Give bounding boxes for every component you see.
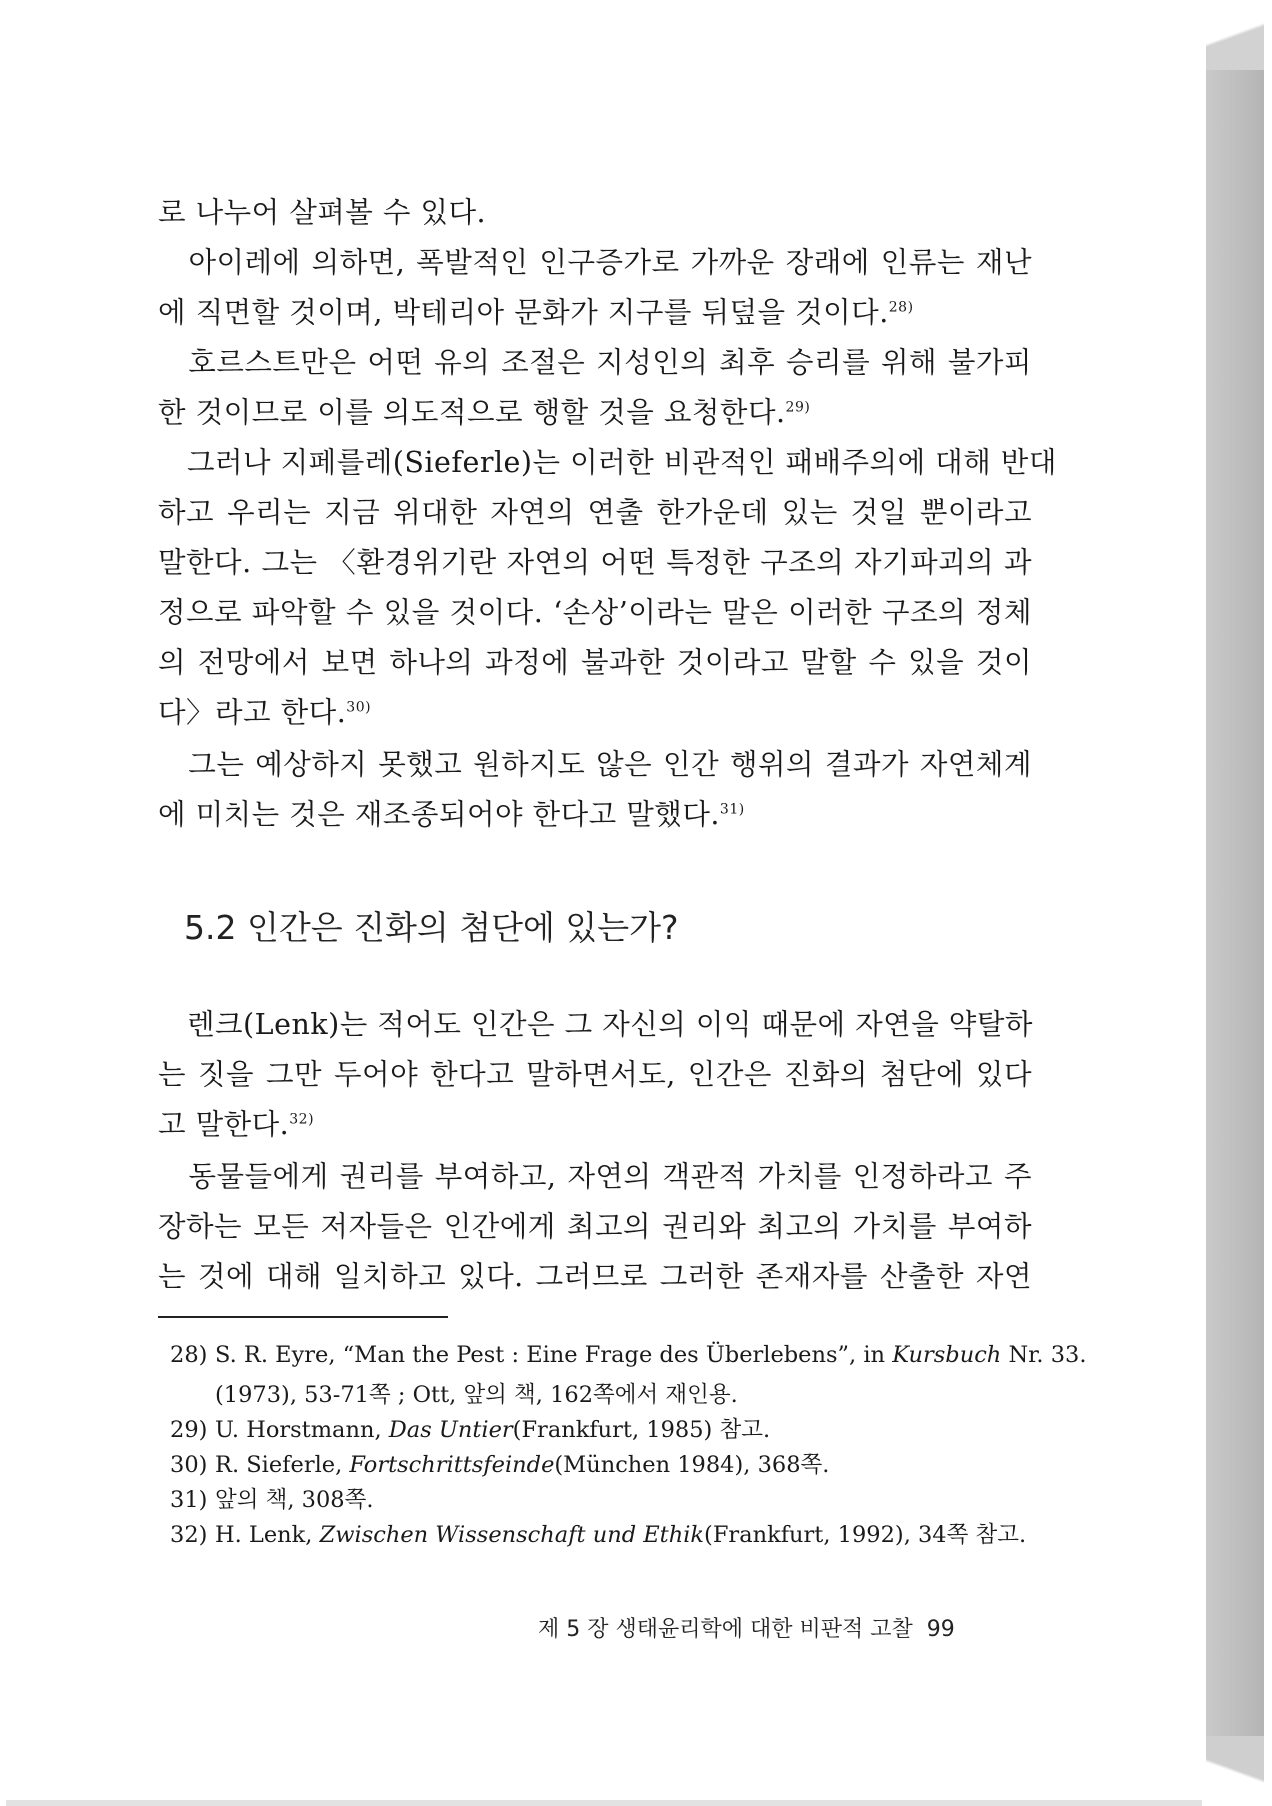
body-line: 정으로 파악할 수 있을 것이다. ‘손상’이라는 말은 이러한 구조의 정체: [158, 596, 1032, 629]
footnote-rule: [158, 1316, 448, 1318]
body-line: 그러나 지페를레(Sieferle)는 이러한 비관적인 패배주의에 대해 반대: [158, 446, 1057, 479]
body-line: 다〉라고 한다.$^{30)}$: [158, 696, 372, 729]
body-line: 고 말한다.$^{32)}$: [158, 1108, 315, 1141]
body-line: 아이레에 의하면, 폭발적인 인구증가로 가까운 장래에 인류는 재난: [158, 246, 1032, 279]
body-line: 렌크(Lenk)는 적어도 인간은 그 자신의 이익 때문에 자연을 약탈하: [158, 1008, 1033, 1041]
book-page-edge-top: [1206, 0, 1264, 70]
body-line: 그는 예상하지 못했고 원하지도 않은 인간 행위의 결과가 자연체계: [158, 748, 1032, 781]
body-line: 에 직면할 것이며, 박테리아 문화가 지구를 뒤덮을 것이다.$^{28)}$: [158, 296, 914, 329]
body-line: 는 것에 대해 일치하고 있다. 그러므로 그러한 존재자를 산출한 자연: [158, 1260, 1032, 1293]
body-line: 는 짓을 그만 두어야 한다고 말하면서도, 인간은 진화의 첨단에 있다: [158, 1058, 1032, 1091]
footnote-ref: 30): [346, 699, 372, 716]
chapter-title: 제 5 장 생태윤리학에 대한 비판적 고찰: [538, 1617, 913, 1642]
body-line: 의 전망에서 보면 하나의 과정에 불과한 것이라고 말할 수 있을 것이: [158, 646, 1032, 679]
footnote-ref: 29): [785, 399, 811, 416]
footnote-ref: 28): [888, 299, 914, 316]
footnote-30: 30) R. Sieferle, Fortschrittsfeinde(München 1984), 368쪽.: [170, 1452, 830, 1478]
body-line: 로 나누어 살펴볼 수 있다.: [158, 196, 487, 229]
footnote-ref: 32): [289, 1111, 315, 1128]
footnote-28: 28) S. R. Eyre, “Man the Pest : Eine Frage des Überlebens”, in Kursbuch Nr. 33.: [170, 1342, 1087, 1368]
body-line: 한 것이므로 이를 의도적으로 행할 것을 요청한다.$^{29)}$: [158, 396, 811, 429]
page-number: 99: [926, 1617, 955, 1642]
running-footer: [538, 1612, 955, 1643]
page-shadow: [6, 1800, 1202, 1806]
body-line: 하고 우리는 지금 위대한 자연의 연출 한가운데 있는 것일 뿐이라고: [158, 496, 1032, 529]
body-line: 동물들에게 권리를 부여하고, 자연의 객관적 가치를 인정하라고 주: [158, 1160, 1032, 1193]
footnote-28-continued: (1973), 53-71쪽 ; Ott, 앞의 책, 162쪽에서 재인용.: [215, 1382, 738, 1408]
footnote-ref: 31): [719, 801, 745, 818]
footnote-31: 31) 앞의 책, 308쪽.: [170, 1487, 374, 1513]
book-page-edge: [1206, 0, 1264, 1806]
body-line: 호르스트만은 어떤 유의 조절은 지성인의 최후 승리를 위해 불가피: [158, 346, 1032, 379]
footnote-32: 32) H. Lenk, Zwischen Wissenschaft und Ethik(Frankfurt, 1992), 34쪽 참고.: [170, 1522, 1027, 1548]
footnote-29: 29) U. Horstmann, Das Untier(Frankfurt, 1985) 참고.: [170, 1417, 771, 1443]
body-line: 말한다. 그는 〈환경위기란 자연의 어떤 특정한 구조의 자기파괴의 과: [158, 546, 1032, 579]
section-heading: 5.2 인간은 진화의 첨단에 있는가?: [184, 908, 679, 947]
body-line: 장하는 모든 저자들은 인간에게 최고의 권리와 최고의 가치를 부여하: [158, 1210, 1032, 1243]
body-line: 에 미치는 것은 재조종되어야 한다고 말했다.$^{31)}$: [158, 798, 745, 831]
book-page-edge-bottom: [1206, 1736, 1264, 1806]
